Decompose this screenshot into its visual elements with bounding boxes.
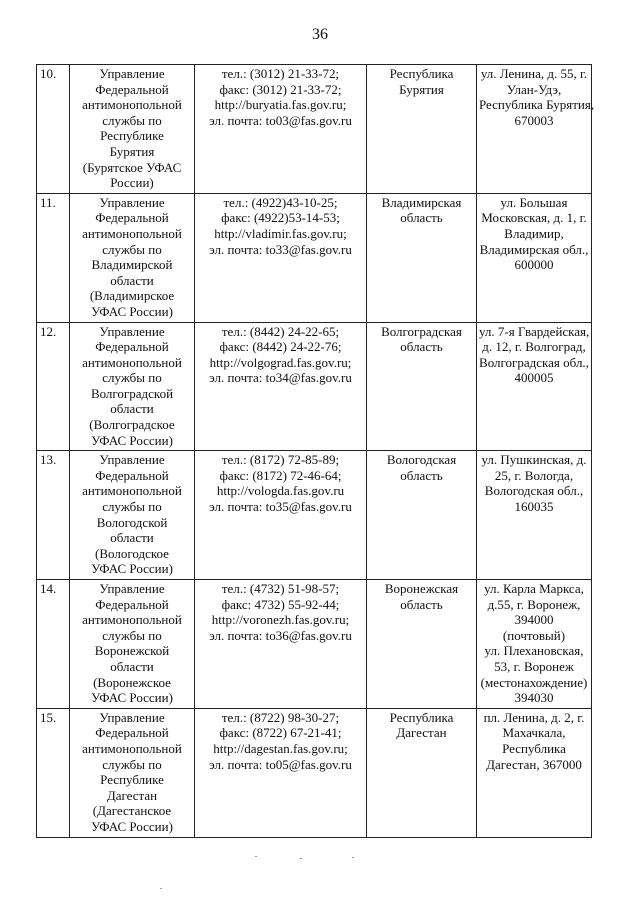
office-name-line: Дагестан xyxy=(106,787,158,803)
office-name-line: службы по xyxy=(102,112,162,128)
row-number-cell: 13. xyxy=(37,451,70,580)
office-name-line: Республике xyxy=(100,128,164,144)
contacts-cell xyxy=(195,580,367,709)
office-name-line: (Вологодское xyxy=(95,545,169,561)
office-name-line: антимонопольной xyxy=(82,97,182,113)
region-line: Владимирская xyxy=(381,194,462,210)
office-name-line: Федеральной xyxy=(95,725,169,741)
address-cell xyxy=(477,708,592,837)
region-line: область xyxy=(400,210,443,226)
contacts-line: факс: (8722) 67-21-41; xyxy=(219,725,342,741)
office-name-line: (Воронежское xyxy=(93,674,171,690)
office-name-cell xyxy=(70,65,195,194)
contacts-line: эл. почта: to35@fas.gov.ru xyxy=(209,499,352,515)
address-line: 670003 xyxy=(514,112,554,128)
table-row xyxy=(37,580,592,709)
contacts-line: эл. почта: to05@fas.gov.ru xyxy=(209,756,352,772)
office-name-line: Федеральной xyxy=(95,339,169,355)
office-name-line: антимонопольной xyxy=(82,354,182,370)
region-line: область xyxy=(400,339,443,355)
office-name-line: области xyxy=(110,272,154,288)
contacts-cell xyxy=(195,193,367,322)
office-name-line: России) xyxy=(110,175,154,191)
address-line: пл. Ленина, д. 2, г. xyxy=(483,709,585,725)
office-name-line: (Владимирское xyxy=(89,288,175,304)
office-name-cell xyxy=(70,322,195,451)
office-name-line: службы по xyxy=(102,499,162,515)
address-cell xyxy=(477,65,595,194)
office-name-line: Управление xyxy=(99,194,165,210)
scan-speck xyxy=(352,857,354,858)
office-name-line: службы по xyxy=(102,241,162,257)
page-number: 36 xyxy=(312,26,328,43)
contacts-line: факс: 4732) 55-92-44; xyxy=(221,596,340,612)
office-name-line: Воронежской xyxy=(94,643,170,659)
address-line: 400005 xyxy=(514,370,554,386)
region-line: Дагестан xyxy=(396,725,447,741)
scan-speck xyxy=(300,858,302,859)
contacts-line: эл. почта: to33@fas.gov.ru xyxy=(209,241,352,257)
contacts-line: эл. почта: to36@fas.gov.ru xyxy=(209,627,352,643)
region-cell xyxy=(367,193,477,322)
office-name-line: области xyxy=(110,658,154,674)
address-cell xyxy=(477,580,592,709)
office-name-line: службы по xyxy=(102,370,162,386)
region-cell xyxy=(367,65,477,194)
office-name-line: службы по xyxy=(102,756,162,772)
table-row xyxy=(37,708,592,837)
contacts-cell xyxy=(195,708,367,837)
contacts-line: http://vologda.fas.gov.ru xyxy=(216,483,345,499)
address-line: ул. 7-я Гвардейская, xyxy=(479,323,590,339)
office-name-line: (Бурятское УФАС xyxy=(82,159,182,175)
office-name-line: Управление xyxy=(99,323,165,339)
office-name-line: антимонопольной xyxy=(82,483,182,499)
table-body xyxy=(37,65,595,838)
office-name-line: УФАС России) xyxy=(91,561,173,577)
address-line: 600000 xyxy=(514,257,554,273)
office-name-line: Федеральной xyxy=(95,467,169,483)
region-line: Бурятия xyxy=(399,81,444,97)
address-line: 394030 xyxy=(514,690,554,706)
address-cell xyxy=(477,322,592,451)
address-line: 160035 xyxy=(514,499,554,515)
office-name-cell xyxy=(70,193,195,322)
row-number-cell: 14. xyxy=(37,580,70,709)
address-cell xyxy=(477,451,592,580)
contacts-line: тел.: (3012) 21-33-72; xyxy=(221,66,340,81)
address-line: Улан-Удэ, xyxy=(506,81,562,97)
office-name-cell xyxy=(70,451,195,580)
office-name-line: УФАС России) xyxy=(91,303,173,319)
address-line: 53, г. Воронеж xyxy=(494,658,574,674)
region-line: Вологодская xyxy=(386,452,457,468)
address-line: д. 12, г. Волгоград, xyxy=(482,339,586,355)
row-number-cell: 10. xyxy=(37,65,70,194)
row-number-cell: 12. xyxy=(37,322,70,451)
region-cell xyxy=(367,451,477,580)
office-name-line: Вологодской xyxy=(96,514,168,530)
contacts-cell xyxy=(195,322,367,451)
office-name-line: антимонопольной xyxy=(82,225,182,241)
region-cell xyxy=(367,708,477,837)
address-line: Дагестан, 367000 xyxy=(486,756,582,772)
address-line: 25, г. Вологда, xyxy=(494,467,574,483)
office-name-line: (Волгоградское xyxy=(89,417,175,433)
address-line: д.55, г. Воронеж, xyxy=(487,596,581,612)
fas-offices-table xyxy=(36,64,595,838)
contacts-line: факс: (8442) 24-22-76; xyxy=(219,339,342,355)
address-line: ул. Пушкинская, д. xyxy=(481,452,587,468)
office-name-line: Федеральной xyxy=(95,210,169,226)
address-line: Республика Бурятия, xyxy=(479,97,595,113)
address-line: ул. Карла Маркса, xyxy=(484,581,584,596)
office-name-line: области xyxy=(110,401,154,417)
row-number-cell: 11. xyxy=(37,193,70,322)
contacts-line: http://volgograd.fas.gov.ru; xyxy=(209,354,352,370)
office-name-line: антимонопольной xyxy=(82,612,182,628)
contacts-line: факс: (3012) 21-33-72; xyxy=(219,81,342,97)
office-name-line: Управление xyxy=(99,66,165,81)
region-line: Воронежская xyxy=(384,581,459,596)
contacts-line: http://voronezh.fas.gov.ru; xyxy=(211,612,350,628)
table-row xyxy=(37,322,592,451)
office-name-line: антимонопольной xyxy=(82,740,182,756)
office-name-line: Управление xyxy=(99,581,165,596)
address-line: ул. Ленина, д. 55, г. xyxy=(480,66,588,81)
office-name-cell xyxy=(70,708,195,837)
office-name-line: Федеральной xyxy=(95,81,169,97)
address-line: Республика xyxy=(502,740,566,756)
region-line: Республика xyxy=(389,66,454,81)
office-name-line: (Дагестанское xyxy=(92,803,172,819)
contacts-line: http://dagestan.fas.gov.ru; xyxy=(213,740,348,756)
contacts-line: эл. почта: to34@fas.gov.ru xyxy=(209,370,352,386)
contacts-line: тел.: (4732) 51-98-57; xyxy=(221,581,340,596)
office-name-line: УФАС России) xyxy=(91,818,173,834)
office-name-line: службы по xyxy=(102,627,162,643)
contacts-line: тел.: (8172) 72-85-89; xyxy=(221,452,340,468)
contacts-line: факс: (4922)53-14-53; xyxy=(221,210,340,226)
address-line: 394000 xyxy=(514,612,554,628)
contacts-cell xyxy=(195,451,367,580)
office-name-line: Управление xyxy=(99,709,165,725)
address-line: Владимирская обл., xyxy=(479,241,589,257)
office-name-line: Бурятия xyxy=(109,143,155,159)
address-line: (почтовый) xyxy=(502,627,566,643)
office-name-line: Управление xyxy=(99,452,165,468)
office-name-line: УФАС России) xyxy=(91,432,173,448)
address-line: Московская, д. 1, г. xyxy=(481,210,587,226)
contacts-line: тел.: (8722) 98-30-27; xyxy=(221,709,340,725)
scan-speck xyxy=(255,856,257,857)
scan-speck xyxy=(160,888,162,889)
address-line: ул. Большая xyxy=(500,194,568,210)
contacts-line: http://buryatia.fas.gov.ru; xyxy=(214,97,347,113)
contacts-cell xyxy=(195,65,367,194)
table-row xyxy=(37,65,592,194)
address-line: (местонахождение) xyxy=(480,674,588,690)
contacts-line: эл. почта: to03@fas.gov.ru xyxy=(209,112,352,128)
table-row xyxy=(37,193,592,322)
office-name-line: Волгоградской xyxy=(90,385,174,401)
address-cell xyxy=(477,193,592,322)
office-name-line: УФАС России) xyxy=(91,690,173,706)
region-cell xyxy=(367,322,477,451)
address-line: Махачкала, xyxy=(502,725,566,741)
region-cell xyxy=(367,580,477,709)
office-name-cell xyxy=(70,580,195,709)
region-line: область xyxy=(400,596,443,612)
office-name-line: Владимирской xyxy=(91,257,173,273)
contacts-line: тел.: (4922)43-10-25; xyxy=(223,194,338,210)
address-line: Волгоградская обл., xyxy=(479,354,589,370)
region-line: Республика xyxy=(389,709,454,725)
contacts-line: http://vladimir.fas.gov.ru; xyxy=(214,225,347,241)
contacts-line: тел.: (8442) 24-22-65; xyxy=(221,323,340,339)
office-name-line: Федеральной xyxy=(95,596,169,612)
address-line: Владимир, xyxy=(504,225,564,241)
office-name-line: Республике xyxy=(100,772,164,788)
address-line: Вологодская обл., xyxy=(484,483,584,499)
table-row xyxy=(37,451,592,580)
address-line: ул. Плехановская, xyxy=(484,643,584,659)
row-number-cell: 15. xyxy=(37,708,70,837)
contacts-line: факс: (8172) 72-46-64; xyxy=(219,467,342,483)
region-line: Волгоградская xyxy=(381,323,462,339)
region-line: область xyxy=(400,467,443,483)
office-name-line: области xyxy=(110,530,154,546)
